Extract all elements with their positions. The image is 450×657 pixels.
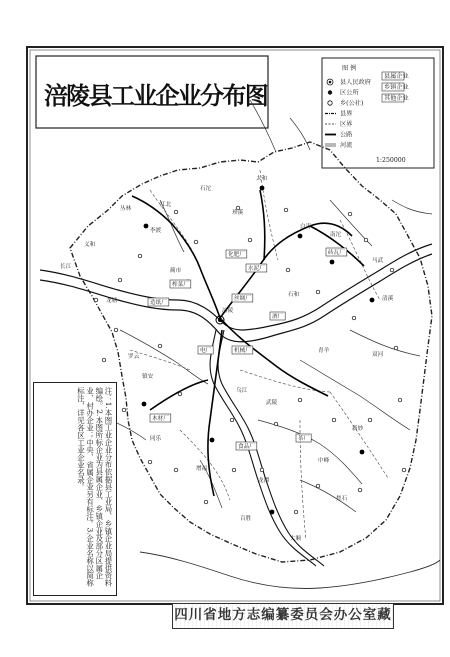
title-char: 县	[88, 81, 113, 110]
factory-label: 丝绸厂	[234, 296, 251, 302]
place-label: 镇安	[142, 374, 154, 380]
open-circle-icon	[204, 500, 208, 504]
open-circle-icon	[364, 238, 368, 242]
open-circle-icon	[94, 298, 98, 302]
open-circle-icon	[102, 358, 106, 362]
open-circle-icon	[368, 418, 372, 422]
open-circle-icon	[398, 398, 402, 402]
open-circle-icon	[390, 268, 394, 272]
open-circle-icon	[316, 290, 320, 294]
place-label: 江北	[160, 202, 172, 208]
map-scale: 1:250000	[376, 157, 406, 164]
archive-stamp: 四川省地方志编纂委员会办公室藏	[172, 603, 394, 629]
open-circle-icon	[332, 418, 336, 422]
filled-circle-icon	[298, 234, 303, 239]
place-label: 龙潭	[258, 478, 270, 484]
title-char: 涪	[44, 81, 68, 110]
southern-river	[140, 552, 440, 589]
title-char: 分	[200, 81, 225, 110]
open-circle-icon	[348, 212, 352, 216]
legend-label: 乡(公社)	[340, 100, 364, 107]
place-label: 武陵	[266, 400, 278, 406]
open-circle-icon	[230, 418, 234, 422]
legend-label: 区公所	[340, 89, 359, 97]
title-char: 业	[177, 81, 202, 110]
filled-circle-icon	[142, 402, 147, 407]
factory-label: 木材厂	[152, 416, 169, 422]
open-circle-icon	[286, 268, 290, 272]
place-label: 新妙	[352, 426, 364, 432]
place-label: 双河	[372, 352, 384, 358]
factory-label: 电厂	[200, 348, 212, 354]
open-circle-icon	[352, 316, 356, 320]
place-label: 百胜	[240, 516, 252, 522]
open-circle-icon	[298, 398, 302, 402]
factory-label: 砖瓦厂	[328, 250, 345, 256]
open-circle-icon	[118, 278, 122, 282]
legend-label: 县界	[340, 110, 353, 118]
place-label: 蔺市	[170, 268, 182, 274]
open-circle-icon	[114, 328, 118, 332]
filled-circle-icon	[370, 298, 375, 303]
legend-label: 河流	[340, 142, 353, 149]
factory-label: 酒厂	[272, 314, 284, 320]
legend-label: 公路	[340, 131, 353, 139]
double-circle-center	[329, 81, 332, 84]
factory-label: 造纸厂	[150, 300, 167, 306]
open-circle-icon	[194, 240, 198, 244]
place-label: 白涛	[300, 224, 312, 230]
place-label: 龙塘	[106, 298, 118, 304]
legend-label: 区界	[340, 121, 353, 128]
open-circle-icon	[236, 206, 240, 210]
county-seat-center	[218, 318, 222, 322]
filled-circle-icon	[144, 224, 149, 229]
place-label: 焦石	[336, 496, 348, 502]
place-label: 乌江	[236, 388, 248, 394]
place-label: 太和	[256, 176, 268, 182]
place-label: 大顺	[290, 536, 302, 542]
legend-heading: 图 例	[342, 65, 357, 72]
title-char: 陵	[66, 81, 91, 110]
place-label: 同乐	[150, 436, 162, 442]
place-label: 中峰	[318, 458, 330, 464]
place-label: 青羊	[318, 348, 330, 354]
factory-label: 水泥厂	[248, 266, 265, 272]
legend-enterprise-label: 乡镇企业	[384, 84, 409, 91]
open-circle-icon	[316, 484, 320, 488]
place-label: 增福	[196, 466, 208, 472]
title-char: 布	[222, 81, 247, 110]
map-title	[44, 81, 269, 110]
filled-circle-icon	[360, 450, 365, 455]
open-circle-icon	[358, 488, 362, 492]
open-circle-icon	[178, 392, 182, 396]
title-char: 工	[110, 81, 135, 110]
place-label: 南沱	[330, 232, 342, 238]
legend-box	[322, 58, 434, 168]
place-label: 长江	[60, 264, 72, 270]
place-label: 清溪	[382, 296, 394, 302]
open-circle-icon	[260, 468, 264, 472]
place-label: 珍溪	[232, 210, 244, 216]
factory-label: 榨菜厂	[172, 282, 189, 288]
factory-labels	[148, 248, 347, 450]
filled-circle-icon	[260, 186, 265, 191]
place-label: 罗云	[128, 354, 140, 360]
legend-enterprise-label: 其他企业	[384, 95, 409, 102]
open-circle-icon	[402, 468, 406, 472]
place-label: 石和	[288, 292, 300, 298]
place-label: 李渡	[150, 228, 162, 234]
title-char: 企	[155, 81, 180, 110]
open-circle-icon	[158, 344, 162, 348]
open-circle-icon	[248, 238, 252, 242]
filled-circle-icon	[210, 438, 215, 443]
open-circle-icon	[138, 254, 142, 258]
open-circle-icon	[122, 408, 126, 412]
place-label: 马武	[372, 258, 384, 264]
legend-label: 县人民政府	[340, 79, 371, 86]
title-char: 图	[244, 81, 269, 110]
place-label: 石沱	[200, 186, 212, 192]
factory-label: 茶厂	[298, 436, 310, 442]
wu-river-east-bank	[218, 330, 324, 566]
open-circle-icon	[284, 208, 288, 212]
place-label: 丛林	[120, 206, 132, 212]
place-label: 涪陵	[222, 308, 234, 314]
place-label: 义和	[84, 242, 96, 248]
title-char: 业	[133, 81, 158, 110]
open-circle-icon	[232, 468, 236, 472]
open-circle-icon	[148, 460, 152, 464]
filled-circle-icon	[330, 260, 335, 265]
wu-river	[210, 330, 316, 566]
filled-circle-icon	[328, 90, 332, 94]
legend-enterprise-label: 县属企业	[384, 73, 409, 80]
filled-circle-icon	[270, 510, 275, 515]
map-notes: 注：1.本图工业企业分布依据县工业局、乡镇企业局提供资料编绘。2.本图所标企业为县属企业、乡镇企业及部分区属企业、村办企业；中央、省属企业另有标注。3.企业名称以简称标注，详见各区工业企业名录。	[33, 382, 117, 596]
open-circle-icon	[274, 422, 278, 426]
factory-label: 食品厂	[238, 444, 255, 450]
open-circle-icon	[294, 510, 298, 514]
factory-label: 机械厂	[234, 348, 251, 354]
open-circle-icon	[174, 468, 178, 472]
open-circle-icon	[174, 210, 178, 214]
open-circle-icon	[394, 346, 398, 350]
factory-label: 化肥厂	[228, 252, 245, 258]
